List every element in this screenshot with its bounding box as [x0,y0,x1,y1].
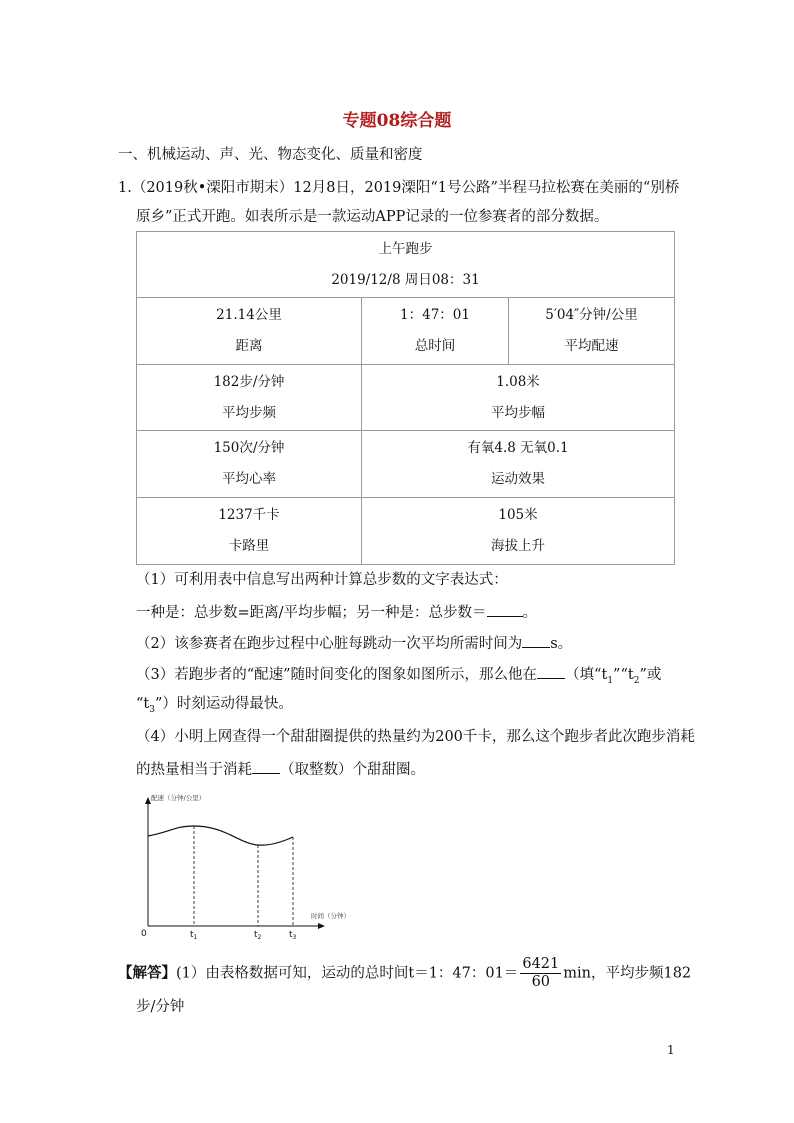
cell-label: 海拔上升 [491,538,545,554]
subquestion-3-line-2 [136,694,293,720]
subquestion-1-end: 。 [522,605,538,621]
subquestion-3-option: “t [136,696,150,712]
table-header-cell [137,232,675,298]
table-cell-calories [137,498,362,565]
cell-label: 平均心率 [222,471,276,487]
table-cell-effect [362,431,675,498]
fraction [520,956,561,991]
x-axis-arrow [318,923,325,929]
answer-blank[interactable] [537,663,565,679]
subquestion-1-text: 一种是：总步数=距离/平均步幅；另一种是：总步数＝ [136,605,487,621]
cell-value: 有氧4.8 无氧0.1 [467,440,569,456]
question-text-line-2: 原乡”正式开跑。如表所示是一款运动APP记录的一位参赛者的部分数据。 [136,209,609,225]
table-cell-total-time [362,298,509,365]
cell-label: 运动效果 [491,471,545,487]
cell-value: 150次/分钟 [213,440,285,456]
cell-value: 105米 [498,507,538,523]
y-axis-label: 配速（分钟/公里） [151,794,206,802]
answer-blank[interactable] [252,758,280,774]
cell-value: 182步/分钟 [213,373,285,390]
answer-tag: 【解答】 [118,964,176,982]
subquestion-3-option: ”或 [639,667,662,683]
t1-label: $t_1$ [190,930,198,941]
cell-value: 1237千卡 [218,507,280,523]
subquestion-2 [136,632,572,654]
page-number: 1 [667,1043,675,1057]
cell-value: 5′04″分钟/公里 [545,307,638,323]
cell-label: 平均步幅 [491,404,545,421]
table-cell-cadence [137,365,362,431]
cell-value: 1：47：01 [400,307,470,323]
subquestion-4-line-1: （4）小明上网查得一个甜甜圈提供的热量约为200千卡，那么这个跑步者此次跑步消耗 [136,729,695,745]
subquestion-2-text: （2）该参赛者在跑步过程中心脏每跳动一次平均所需时间为 [136,636,523,652]
subquestion-4-text: 的热量相当于消耗 [136,762,252,778]
table-header-datetime: 2019/12/8 周日08：31 [331,271,480,288]
cell-value: 21.14公里 [216,307,282,323]
answer-line-1 [118,956,691,991]
page-title: 专题08综合题 [342,111,452,131]
subquestion-2-unit: s。 [550,636,573,652]
cell-label: 平均步频 [222,404,276,421]
cell-value: 1.08米 [496,373,540,390]
origin-label: 0 [141,929,147,939]
t2-label: $t_2$ [254,930,262,941]
answer-text: min，平均步频182 [563,965,692,982]
subquestion-3-text: （3）若跑步者的“配速”随时间变化的图象如图所示，那么他在 [136,667,538,683]
fraction-numerator: 6421 [522,956,560,972]
t3-label: $t_3$ [289,930,297,941]
x-axis-label: 时间（分钟） [311,912,350,920]
cell-label: 总时间 [414,338,456,354]
fraction-denominator: 60 [531,974,551,990]
subquestion-3-option: ”“t [613,667,634,683]
table-cell-distance [137,298,362,365]
cell-label: 平均配速 [564,338,619,354]
answer-text: (1）由表格数据可知，运动的总时间t＝1：47：01＝ [176,965,519,982]
cell-label: 距离 [235,338,263,354]
subquestion-1-intro: （1）可利用表中信息写出两种计算总步数的文字表达式： [136,572,508,588]
subquestion-1-expression [136,601,537,623]
table-cell-stride [362,365,675,431]
section-heading: 一、机械运动、声、光、物态变化、质量和密度 [118,147,423,163]
table-header-title: 上午跑步 [378,240,433,257]
subquestion-3-line-1 [136,663,661,691]
subscript: 2 [633,675,640,686]
cell-label: 卡路里 [228,538,270,554]
answer-blank[interactable] [522,632,550,648]
table-cell-heart-rate [137,431,362,498]
subquestion-4-line-2 [136,758,425,780]
pace-time-graph [130,788,350,941]
answer-line-2: 步/分钟 [136,999,185,1015]
subscript: 3 [149,704,155,715]
table-cell-elevation [362,498,675,565]
pace-curve [148,826,293,845]
subquestion-4-text: （取整数）个甜甜圈。 [280,762,425,778]
subquestion-3-text: ”）时刻运动得最快。 [154,696,293,712]
running-data-table [136,231,675,565]
answer-blank[interactable] [487,601,523,617]
question-text-line-1: 1.（2019秋•溧阳市期末）12月8日，2019溧阳“1号公路”半程马拉松赛在美丽的“别桥 [118,180,680,196]
subscript: 1 [607,675,614,686]
table-cell-pace [509,298,675,365]
subquestion-3-option: （填“t [565,667,608,683]
